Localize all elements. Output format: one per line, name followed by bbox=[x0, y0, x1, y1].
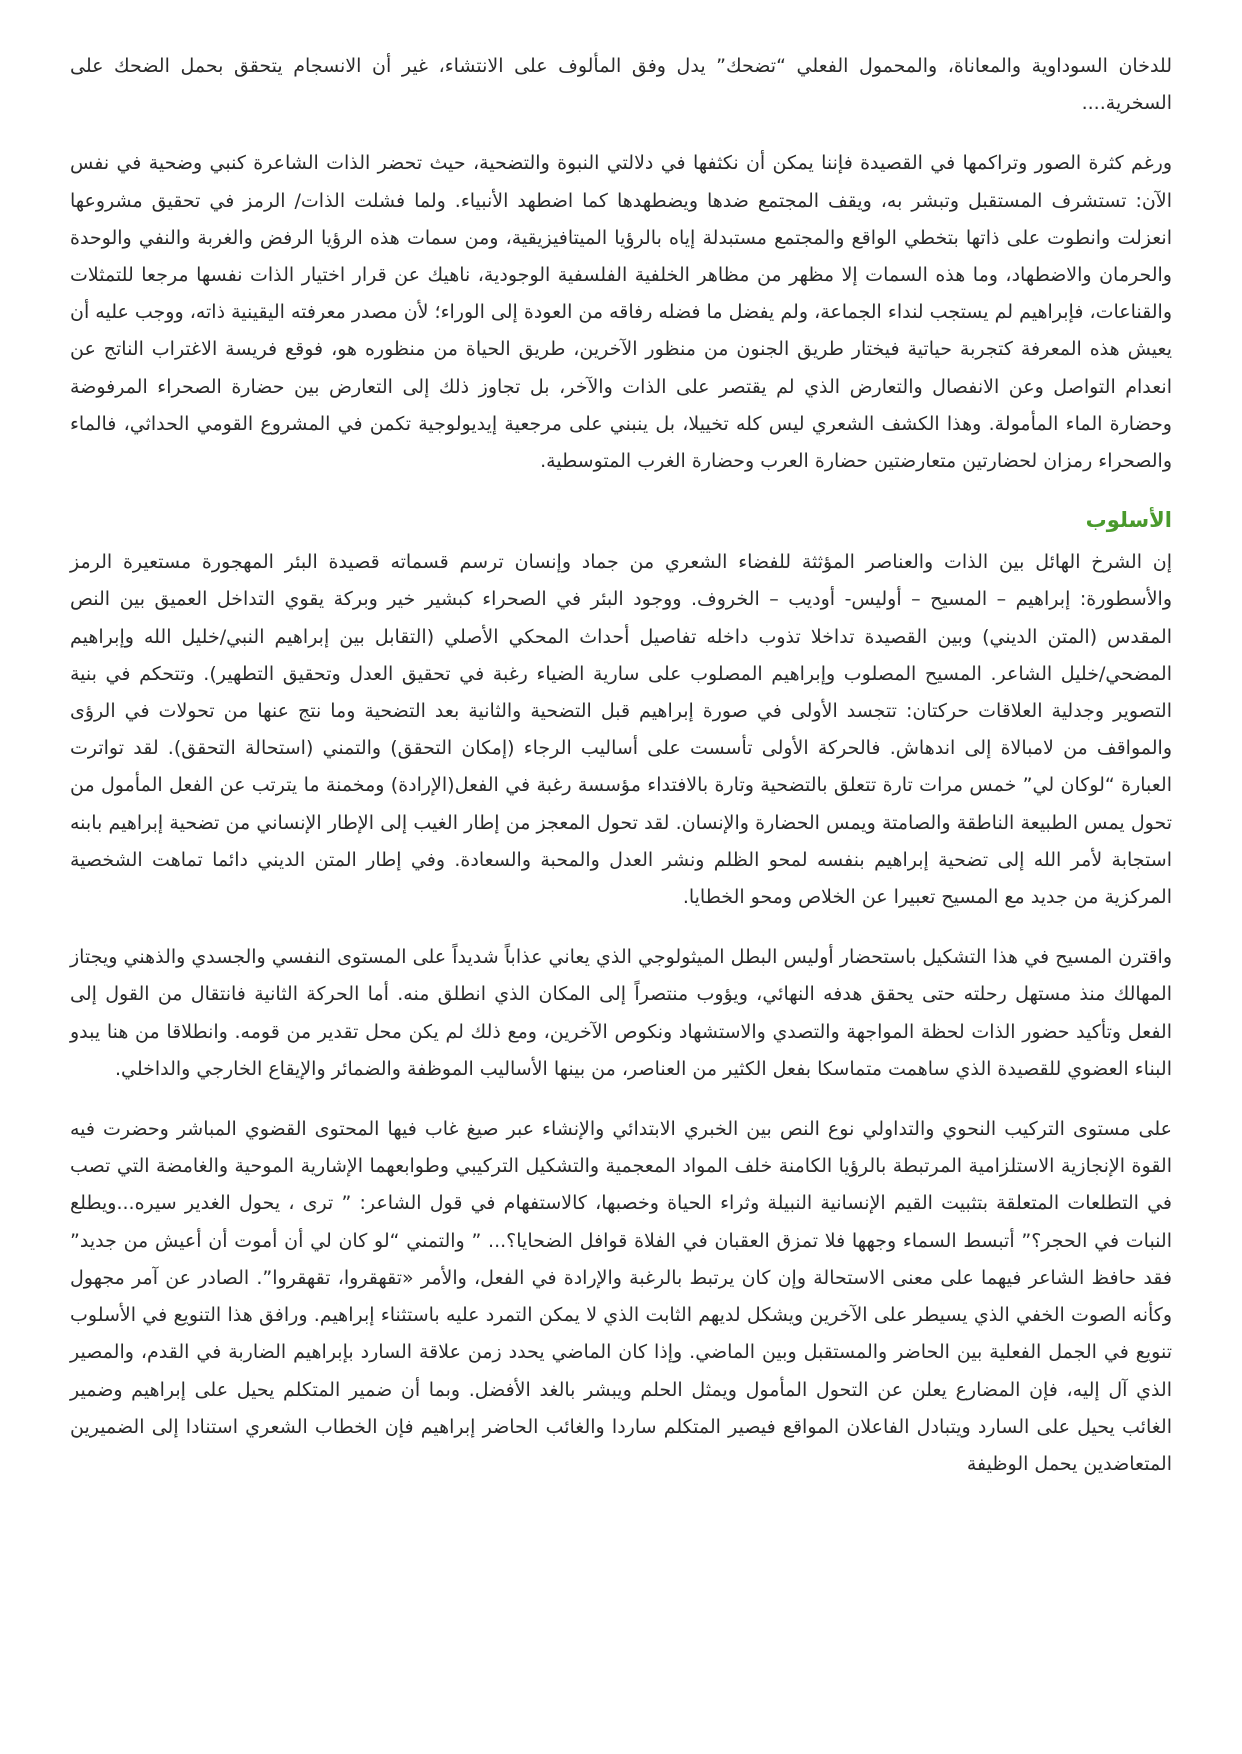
paragraph-2: ورغم كثرة الصور وتراكمها في القصيدة فإننا يمكن أن نكثفها في دلالتي النبوة والتضحية، حيث تحضر الذات الشاعرة كنبي وضحية في نفس الآن: تستشرف المستقبل وتبشر به، ويقف المجتمع ضدها ويضطهدها كما اضطهد الأنبياء. ولما فشلت الذات/ الرمز في تحقيق مشروعها انعزلت وانطوت على ذاتها بتخطي الواقع والمجتمع مستبدلة إياه بالرؤيا الميتافيزيقية، ومن سمات هذه الرؤيا الرفض والغربة والنفي والوحدة والحرمان والاضطهاد، وما هذه السمات إلا مظهر من مظاهر الخلفية الفلسفية الوجودية، ناهيك عن قرار اختيار الذات نفسها مرجعا للتمثلات والقناعات، فإبراهيم لم يستجب لنداء الجماعة، ولم يفضل ما فضله رفاقه من العودة إلى الوراء؛ لأن مصدر معرفته اليقينية ذاته، ووجب عليه أن يعيش هذه المعرفة كتجربة حياتية فيختار طريق الجنون من منظور الآخرين، طريق الحياة من منظوره هو، فوقع فريسة الاغتراب الناتج عن انعدام التواصل وعن الانفصال والتعارض الذي لم يقتصر على الذات والآخر، بل تجاوز ذلك إلى التعارض بين حضارة الصحراء المرفوضة وحضارة الماء المأمولة. وهذا الكشف الشعري ليس كله تخييلا، بل ينبني على مرجعية إيديولوجية تكمن في المشروع القومي الحداثي، فالماء والصحراء رمزان لحضارتين متعارضتين حضارة العرب وحضارة الغرب المتوسطية. bbox=[70, 152, 1172, 473]
article-body bbox=[70, 48, 1172, 1506]
paragraph-4: واقترن المسيح في هذا التشكيل باستحضار أوليس البطل الميثولوجي الذي يعاني عذاباً شديداً على المستوى النفسي والجسدي والذهني ويجتاز المهالك منذ مستهل رحلته حتى يحقق هدفه النهائي، ويؤوب منتصراً إلى المكان الذي انطلق منه. أما الحركة الثانية فانتقال من القول إلى الفعل وتأكيد حضور الذات لحظة المواجهة والتصدي والاستشهاد ونكوص الآخرين، ومع ذلك لم يكن محل تقدير من قومه. وانطلاقا من هنا يبدو البناء العضوي للقصيدة الذي ساهمت متماسكا بفعل الكثير من العناصر، من بينها الأساليب الموظفة والضمائر والإيقاع الخارجي والداخلي. bbox=[70, 946, 1172, 1080]
paragraph-3: إن الشرخ الهائل بين الذات والعناصر المؤثثة للفضاء الشعري من جماد وإنسان ترسم قسماته قصيدة البئر المهجورة مستعيرة الرمز والأسطورة: إبراهيم – المسيح – أوليس‑ أوديب – الخروف. ووجود البئر في الصحراء كبشير خير وبركة يقوي التداخل العميق بين النص المقدس (المتن الديني) وبين القصيدة تداخلا تذوب داخله تفاصيل أحداث المحكي الأصلي (التقابل بين إبراهيم النبي/خليل الله وإبراهيم المضحي/خليل الشاعر. المسيح المصلوب وإبراهيم المصلوب على سارية الضياء رغبة في تحقيق العدل وتحقيق التطهير). وتتحكم في بنية التصوير وجدلية العلاقات حركتان: تتجسد الأولى في صورة إبراهيم قبل التضحية والثانية بعد التضحية وما نتج عنها من تحولات في الرؤى والمواقف من لامبالاة إلى اندهاش. فالحركة الأولى تأسست على أساليب الرجاء (إمكان التحقق) والتمني (استحالة التحقق). لقد تواترت العبارة “لوكان لي” خمس مرات تارة تتعلق بالتضحية وتارة بالافتداء مؤسسة رغبة في الفعل(الإرادة) ومخمنة ما يترتب عن الفعل المأمول من تحول يمس الطبيعة الناطقة والصامتة ويمس الحضارة والإنسان. لقد تحول المعجز من إطار الغيب إلى الإطار الإنساني من تضحية إبراهيم بابنه استجابة لأمر الله إلى تضحية إبراهيم بنفسه لمحو الظلم ونشر العدل والمحبة والسعادة. وفي إطار المتن الديني دائما تماهت الشخصية المركزية من جديد مع المسيح تعبيرا عن الخلاص ومحو الخطايا. bbox=[70, 551, 1172, 909]
section-heading-style: الأسلوب bbox=[1085, 508, 1172, 533]
paragraph-5: على مستوى التركيب النحوي والتداولي نوع النص بين الخبري الابتدائي والإنشاء عبر صيغ غاب فيها المحتوى القضوي المباشر وحضرت فيه القوة الإنجازية الاستلزامية المرتبطة بالرؤيا الكامنة خلف المواد المعجمية والتشكيل التركيبي وطوابعهما الإشارية الموحية والغامضة التي تصب في التطلعات المتعلقة بتثبيت القيم الإنسانية النبيلة وثراء الحياة وخصبها، كالاستفهام في قول الشاعر: ” ترى ، يحول الغدير سيره...ويطلع النبات في الحجر؟” أتبسط السماء وجهها فلا تمزق العقبان في الفلاة قوافل الضحايا؟... ” والتمني “لو كان لي أن أموت أن أعيش من جديد” فقد حافظ الشاعر فيهما على معنى الاستحالة وإن كان يرتبط بالرغبة والإرادة في الفعل، والأمر «تقهقروا، تقهقروا”. الصادر عن آمر مجهول وكأنه الصوت الخفي الذي يسيطر على الآخرين ويشكل لديهم الثابت الذي لا يمكن التمرد عليه باستثناء إبراهيم. ورافق هذا التنويع في الأسلوب تنويع في الجمل الفعلية بين الحاضر والمستقبل وبين الماضي. وإذا كان الماضي يحدد زمن علاقة السارد بإبراهيم الضاربة في القدم، والمصير الذي آل إليه، فإن المضارع يعلن عن التحول المأمول ويمثل الحلم ويبشر بالغد الأفضل. وبما أن ضمير المتكلم يحيل على إبراهيم وضمير الغائب يحيل على السارد ويتبادل الفاعلان المواقع فيصير المتكلم ساردا والغائب الحاضر إبراهيم فإن الخطاب الشعري استنادا إلى الضميرين المتعاضدين يحمل الوظيفة bbox=[70, 1118, 1172, 1475]
paragraph-1: للدخان السوداوية والمعاناة، والمحمول الفعلي “تضحك” يدل وفق المألوف على الانتشاء، غير أن الانسجام يتحقق بحمل الضحك على السخرية.... bbox=[70, 55, 1172, 115]
